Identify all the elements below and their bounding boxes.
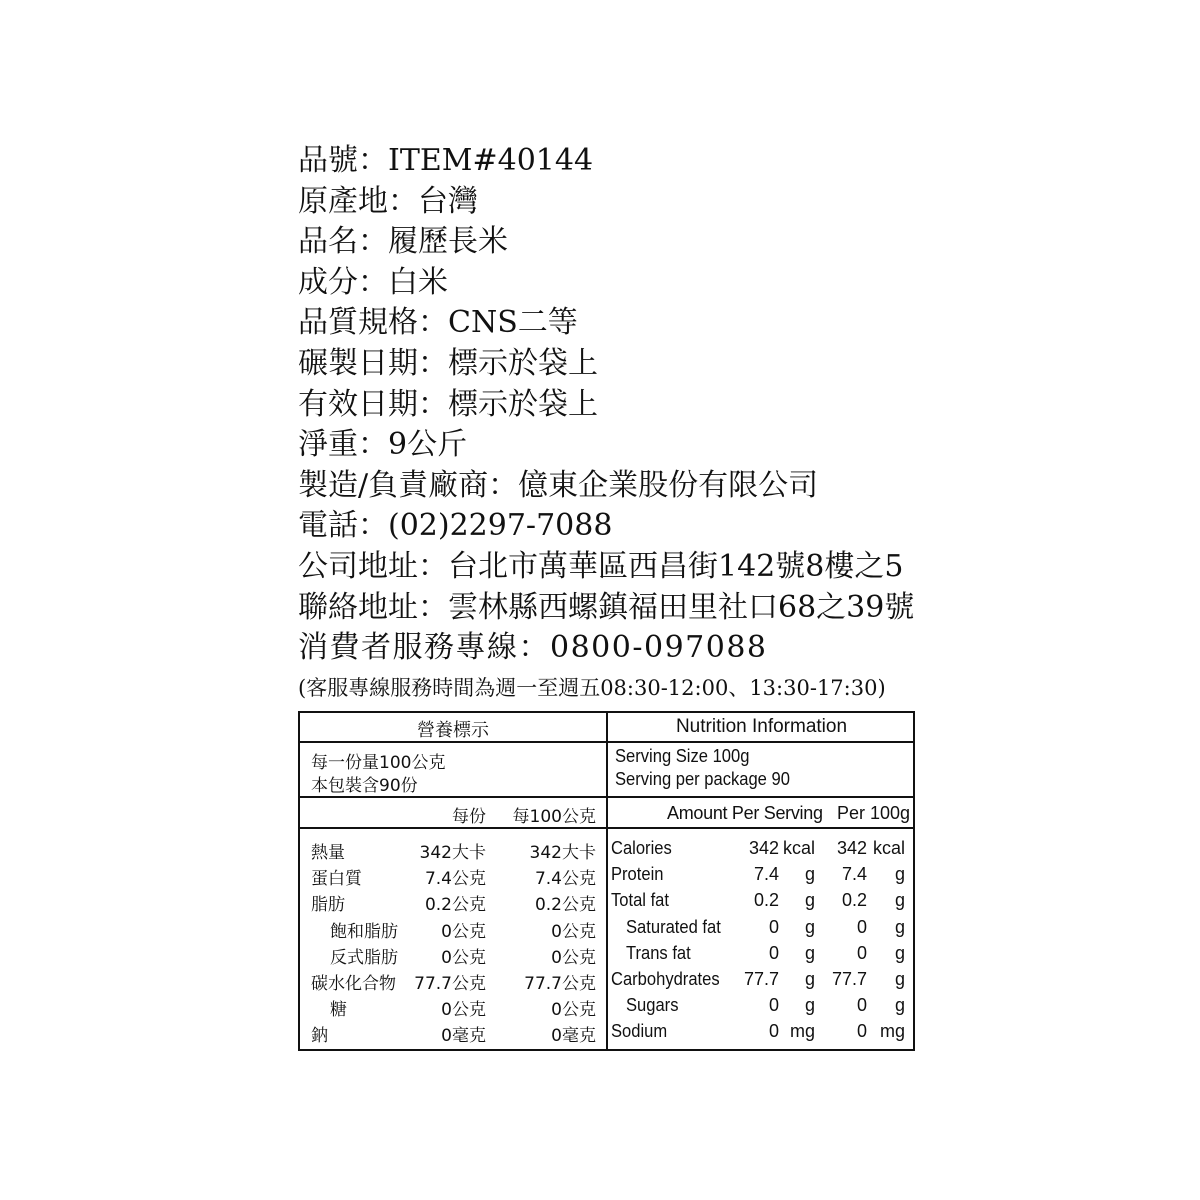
zh-value-per-serving: 0.2公克 [424,895,486,916]
service-hours-note: (客服專線服務時間為週一至週五08:30-12:00、13:30-17:30) [298,676,886,700]
en-col-per-100g: Per 100g [837,803,911,823]
zh-servings-per-package: 本包裝含90份 [311,776,418,796]
zh-title: 營養標示 [417,720,489,741]
zh-value-per-100g: 0公克 [551,947,596,968]
zh-value-per-serving: 7.4公克 [424,869,486,890]
table-divider-serving [300,796,913,798]
zh-value-per-serving: 0公克 [441,921,486,942]
en-nutrient-name: Trans fat [626,942,691,963]
zh-value-per-serving: 77.7公克 [414,974,486,994]
en-value-per-100g: 77.7 [831,969,867,989]
zh-serving-size: 每一份量100公克 [311,753,446,773]
zh-col-per-serving: 每份 [452,807,486,827]
zh-value-per-serving: 0毫克 [441,1026,486,1047]
zh-nutrient-name: 糖 [330,1000,347,1021]
en-value-per-serving: 0 [768,942,779,963]
nutrition-table [298,711,915,1051]
zh-nutrient-name: 碳水化合物 [311,974,396,994]
info-phone: 電話：(02)2297-7088 [298,508,613,544]
en-value-per-100g: 0 [856,916,867,937]
en-unit-per-100g: kcal [872,838,905,858]
zh-nutrient-name: 飽和脂肪 [330,921,398,942]
en-unit-per-serving: mg [789,1021,815,1042]
en-nutrient-name: Calories [611,838,672,858]
zh-value-per-100g: 0公克 [551,921,596,942]
table-divider-vertical [606,713,608,1049]
en-unit-per-serving: g [804,916,815,937]
en-nutrient-name: Carbohydrates [611,969,720,989]
info-quality-grade: 品質規格：CNS二等 [298,305,578,341]
en-servings-per-package: Serving per package 90 [615,769,790,789]
zh-value-per-serving: 0公克 [441,1000,486,1021]
en-unit-per-serving: g [804,969,815,989]
en-value-per-serving: 0 [768,916,779,937]
zh-nutrient-name: 脂肪 [311,895,345,916]
en-value-per-serving: 342 [748,838,779,858]
en-nutrient-name: Sodium [611,1021,668,1042]
en-value-per-100g: 0.2 [841,890,867,911]
info-origin: 原產地：台灣 [298,183,478,219]
en-unit-per-serving: kcal [782,838,815,858]
info-manufacturer: 製造/負責廠商：億東企業股份有限公司 [298,467,819,503]
info-contact-address: 聯絡地址：雲林縣西螺鎮福田里社口68之39號 [298,589,915,625]
info-milling-date: 碾製日期：標示於袋上 [298,345,598,381]
info-service-hotline: 消費者服務專線：0800-097088 [298,630,768,666]
info-net-weight: 淨重：9公斤 [298,427,468,463]
zh-value-per-100g: 7.4公克 [534,869,596,890]
en-col-per-serving: Amount Per Serving [667,803,823,823]
zh-nutrient-name: 蛋白質 [311,869,362,890]
zh-col-per-100g: 每100公克 [512,807,596,827]
zh-value-per-100g: 77.7公克 [524,974,596,994]
en-unit-per-serving: g [804,995,815,1016]
en-nutrient-name: Protein [611,864,664,885]
table-divider-columns [300,827,913,829]
en-value-per-serving: 0 [768,995,779,1016]
zh-nutrient-name: 熱量 [311,843,345,863]
zh-value-per-100g: 0公克 [551,1000,596,1021]
en-unit-per-100g: g [894,969,905,989]
en-unit-per-100g: g [894,942,905,963]
en-value-per-100g: 7.4 [841,864,867,885]
en-unit-per-100g: g [894,890,905,911]
info-company-address: 公司地址：台北市萬華區西昌街142號8樓之5 [298,548,904,584]
en-value-per-100g: 342 [836,838,867,858]
en-value-per-100g: 0 [856,995,867,1016]
en-value-per-serving: 0.2 [753,890,779,911]
en-value-per-100g: 0 [856,1021,867,1042]
zh-value-per-serving: 0公克 [441,947,486,968]
en-unit-per-serving: g [804,942,815,963]
zh-nutrient-name: 鈉 [311,1026,328,1047]
zh-value-per-100g: 0毫克 [551,1026,596,1047]
en-value-per-100g: 0 [856,942,867,963]
en-nutrient-name: Total fat [611,890,670,911]
en-serving-size: Serving Size 100g [615,746,750,766]
en-nutrient-name: Saturated fat [626,916,721,937]
zh-value-per-serving: 342大卡 [419,843,486,863]
info-expiry-date: 有效日期：標示於袋上 [298,386,598,422]
info-ingredients: 成分：白米 [298,264,448,300]
en-unit-per-100g: g [894,916,905,937]
info-item-number: 品號：ITEM#40144 [298,143,594,178]
en-value-per-serving: 7.4 [753,864,779,885]
en-title: Nutrition Information [675,716,848,737]
zh-value-per-100g: 342大卡 [529,843,596,863]
en-value-per-serving: 77.7 [743,969,779,989]
en-unit-per-100g: g [894,864,905,885]
info-product-name: 品名：履歷長米 [298,224,508,260]
en-nutrient-name: Sugars [626,995,679,1016]
en-value-per-serving: 0 [768,1021,779,1042]
en-unit-per-serving: g [804,890,815,911]
product-info-list [298,141,1178,669]
en-unit-per-100g: mg [879,1021,905,1042]
en-unit-per-100g: g [894,995,905,1016]
en-unit-per-serving: g [804,864,815,885]
zh-nutrient-name: 反式脂肪 [330,947,398,968]
zh-value-per-100g: 0.2公克 [534,895,596,916]
